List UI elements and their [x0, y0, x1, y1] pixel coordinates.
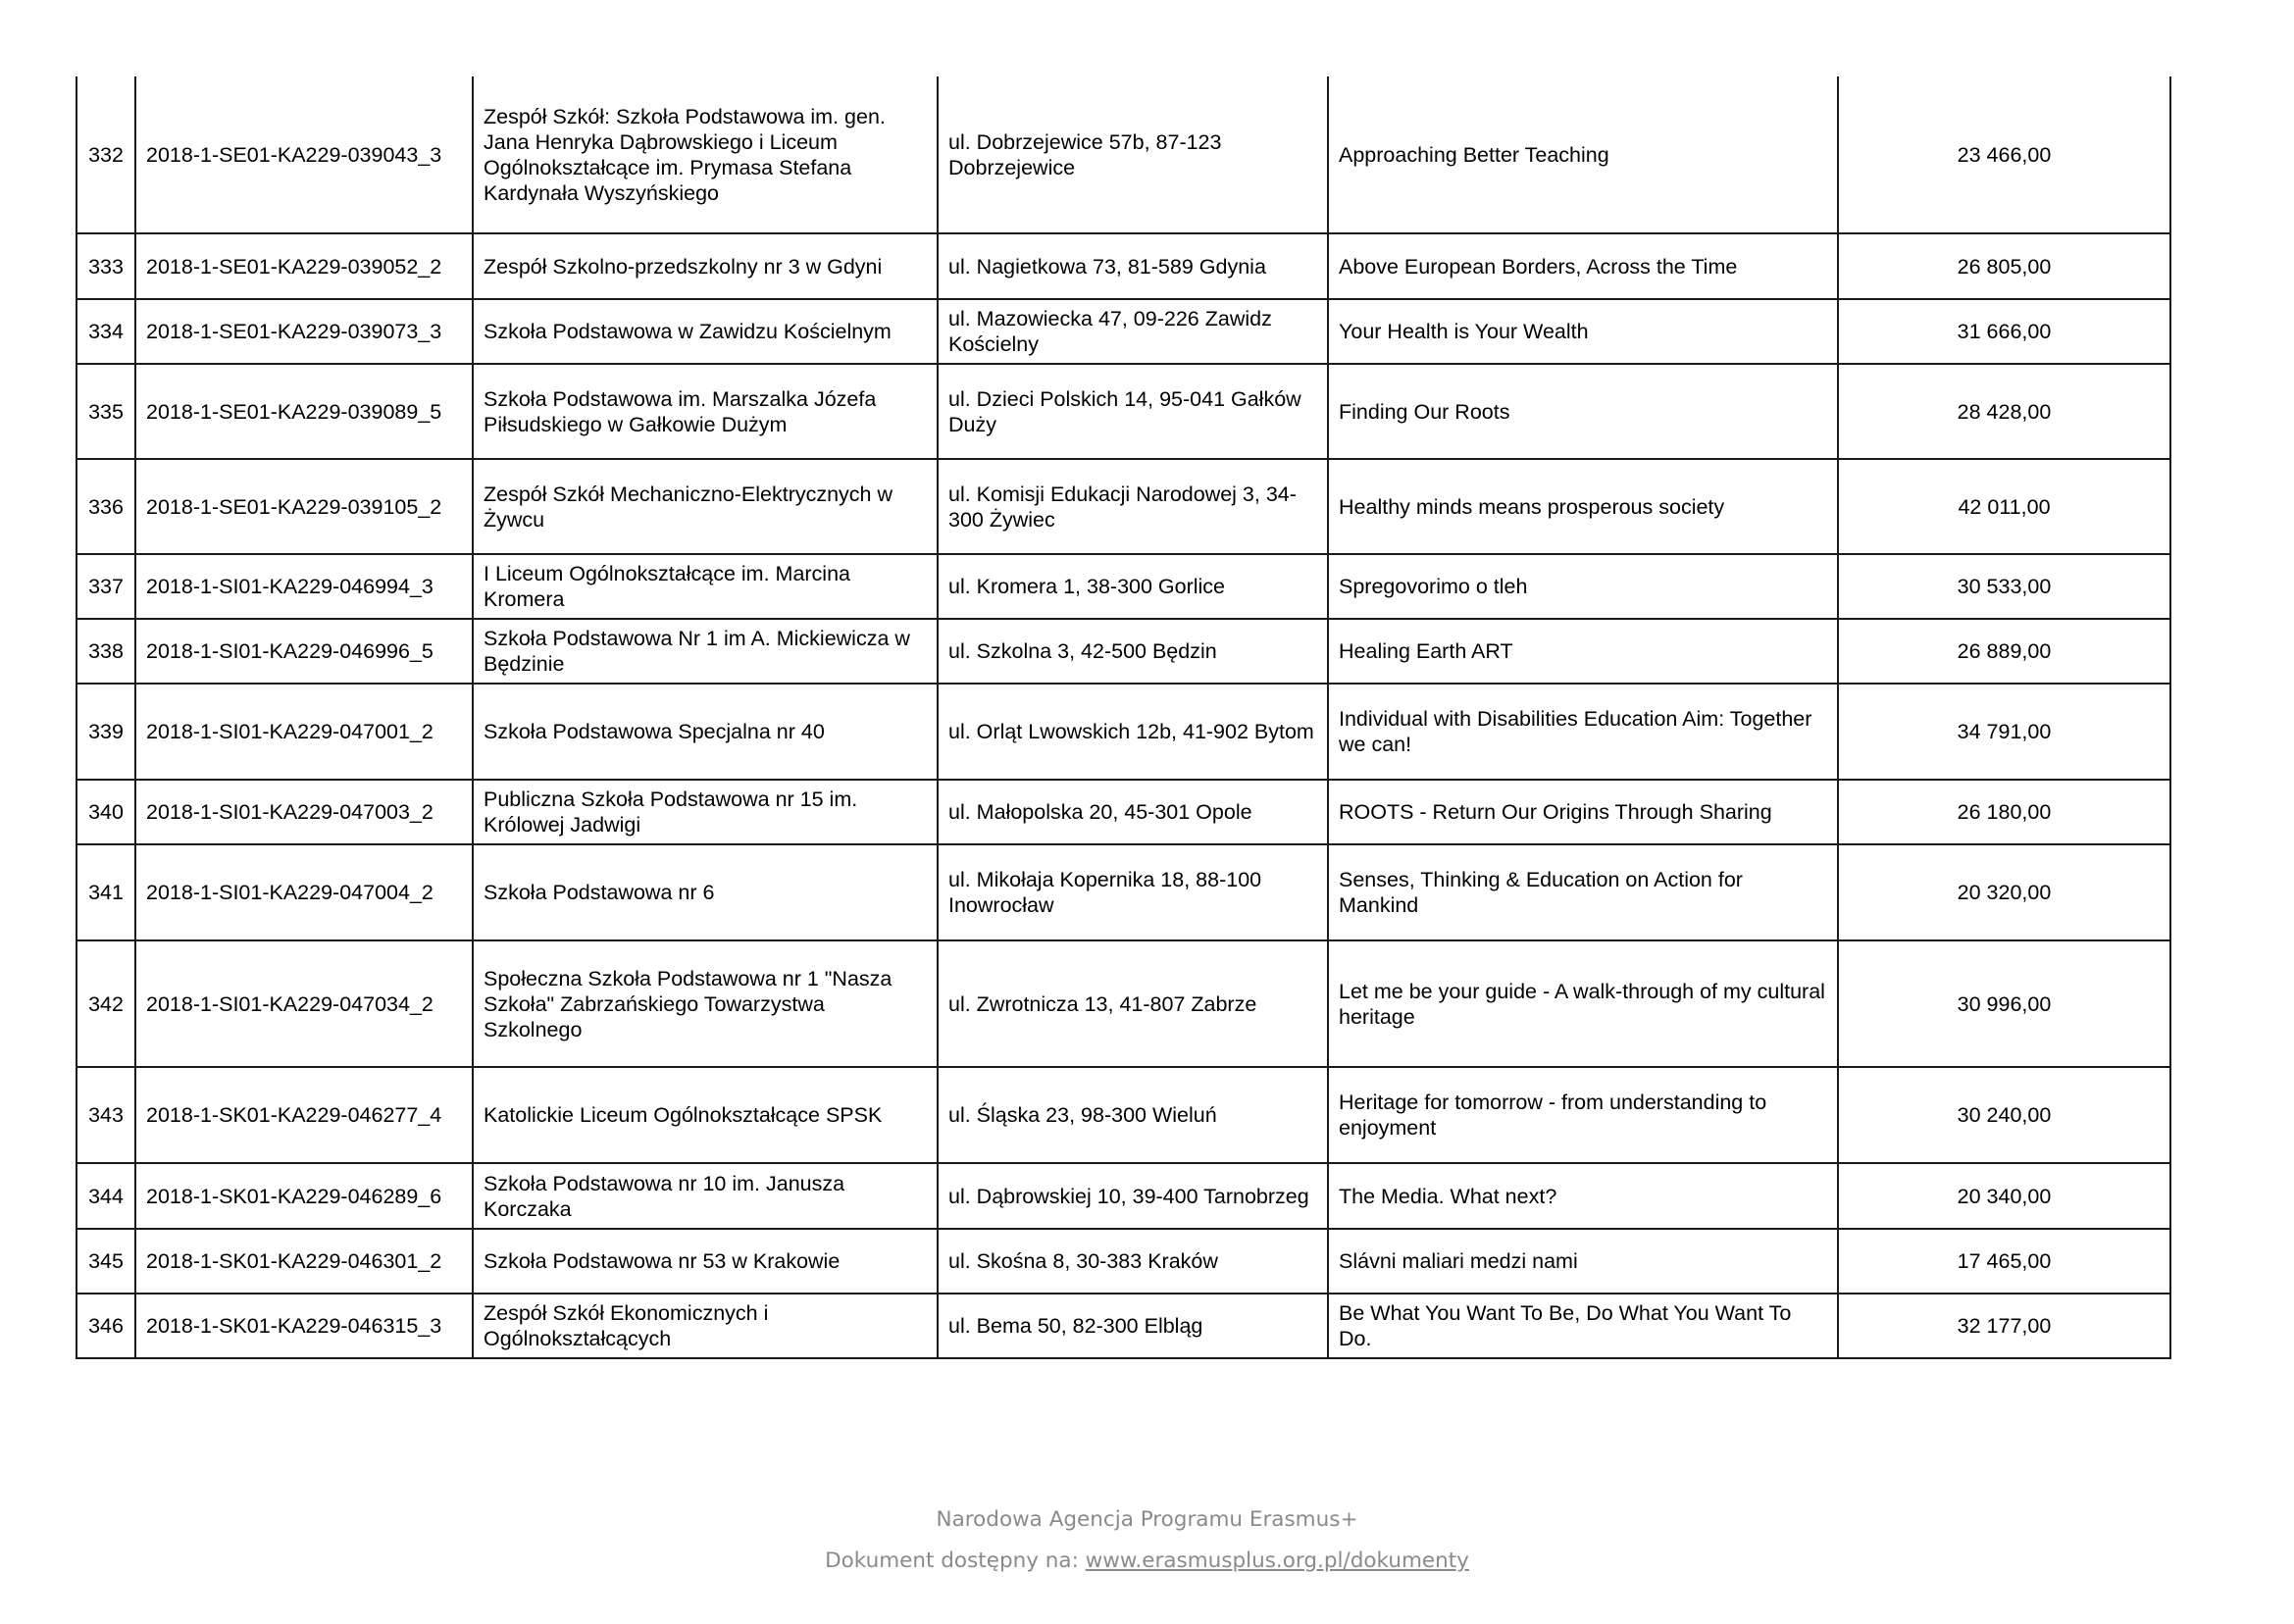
row-number: 340 — [76, 780, 135, 844]
institution-address: ul. Małopolska 20, 45-301 Opole — [938, 780, 1328, 844]
row-number: 334 — [76, 299, 135, 364]
grant-amount: 30 240,00 — [1838, 1067, 2170, 1163]
table-row — [76, 1067, 2170, 1163]
institution-address: ul. Mikołaja Kopernika 18, 88-100 Inowrocław — [938, 844, 1328, 940]
institution-address: ul. Komisji Edukacji Narodowej 3, 34-300 Żywiec — [938, 459, 1328, 554]
table-row — [76, 1163, 2170, 1229]
grant-amount: 20 340,00 — [1838, 1163, 2170, 1229]
institution-name: Zespół Szkół Ekonomicznych i Ogólnokształcących — [473, 1294, 938, 1358]
project-id: 2018-1-SE01-KA229-039052_2 — [135, 233, 473, 299]
grant-amount: 20 320,00 — [1838, 844, 2170, 940]
row-number: 346 — [76, 1294, 135, 1358]
institution-address: ul. Zwrotnicza 13, 41-807 Zabrze — [938, 940, 1328, 1067]
institution-name: I Liceum Ogólnokształcące im. Marcina Kromera — [473, 554, 938, 619]
row-number: 335 — [76, 364, 135, 459]
institution-name: Szkoła Podstawowa nr 6 — [473, 844, 938, 940]
project-title: Individual with Disabilities Education Aim: Together we can! — [1328, 684, 1838, 780]
grant-amount: 30 996,00 — [1838, 940, 2170, 1067]
institution-name: Szkoła Podstawowa Specjalna nr 40 — [473, 684, 938, 780]
footer-agency-name: Narodowa Agencja Programu Erasmus+ — [936, 1507, 1358, 1532]
grants-table — [76, 76, 2171, 1359]
row-number: 337 — [76, 554, 135, 619]
project-title: Spregovorimo o tleh — [1328, 554, 1838, 619]
institution-address: ul. Mazowiecka 47, 09-226 Zawidz Kościelny — [938, 299, 1328, 364]
institution-name: Szkoła Podstawowa Nr 1 im A. Mickiewicza w Będzinie — [473, 619, 938, 684]
grant-amount: 17 465,00 — [1838, 1229, 2170, 1294]
project-id: 2018-1-SE01-KA229-039043_3 — [135, 76, 473, 233]
grant-amount: 31 666,00 — [1838, 299, 2170, 364]
project-title: Your Health is Your Wealth — [1328, 299, 1838, 364]
project-title: The Media. What next? — [1328, 1163, 1838, 1229]
row-number: 343 — [76, 1067, 135, 1163]
project-id: 2018-1-SK01-KA229-046315_3 — [135, 1294, 473, 1358]
project-id: 2018-1-SI01-KA229-046996_5 — [135, 619, 473, 684]
row-number: 338 — [76, 619, 135, 684]
grant-amount: 26 805,00 — [1838, 233, 2170, 299]
row-number: 336 — [76, 459, 135, 554]
row-number: 345 — [76, 1229, 135, 1294]
institution-name: Zespół Szkół Mechaniczno-Elektrycznych w Żywcu — [473, 459, 938, 554]
institution-name: Publiczna Szkoła Podstawowa nr 15 im. Królowej Jadwigi — [473, 780, 938, 844]
project-id: 2018-1-SE01-KA229-039105_2 — [135, 459, 473, 554]
institution-name: Społeczna Szkoła Podstawowa nr 1 "Nasza Szkoła" Zabrzańskiego Towarzystwa Szkolnego — [473, 940, 938, 1067]
institution-address: ul. Dzieci Polskich 14, 95-041 Gałków Duży — [938, 364, 1328, 459]
project-id: 2018-1-SK01-KA229-046301_2 — [135, 1229, 473, 1294]
project-title: Healing Earth ART — [1328, 619, 1838, 684]
institution-address: ul. Bema 50, 82-300 Elbląg — [938, 1294, 1328, 1358]
project-title: Be What You Want To Be, Do What You Want To Do. — [1328, 1294, 1838, 1358]
project-title: Slávni maliari medzi nami — [1328, 1229, 1838, 1294]
grant-amount: 23 466,00 — [1838, 76, 2170, 233]
project-id: 2018-1-SI01-KA229-047004_2 — [135, 844, 473, 940]
project-id: 2018-1-SK01-KA229-046277_4 — [135, 1067, 473, 1163]
table-row — [76, 554, 2170, 619]
table-row — [76, 364, 2170, 459]
row-number: 344 — [76, 1163, 135, 1229]
row-number: 342 — [76, 940, 135, 1067]
project-id: 2018-1-SI01-KA229-047001_2 — [135, 684, 473, 780]
institution-address: ul. Szkolna 3, 42-500 Będzin — [938, 619, 1328, 684]
project-id: 2018-1-SI01-KA229-047034_2 — [135, 940, 473, 1067]
grant-amount: 32 177,00 — [1838, 1294, 2170, 1358]
institution-address: ul. Nagietkowa 73, 81-589 Gdynia — [938, 233, 1328, 299]
row-number: 333 — [76, 233, 135, 299]
table-row — [76, 299, 2170, 364]
institution-address: ul. Orląt Lwowskich 12b, 41-902 Bytom — [938, 684, 1328, 780]
table-row — [76, 844, 2170, 940]
grant-amount: 30 533,00 — [1838, 554, 2170, 619]
documents-link[interactable]: www.erasmusplus.org.pl/dokumenty — [1085, 1548, 1469, 1573]
project-id: 2018-1-SI01-KA229-047003_2 — [135, 780, 473, 844]
project-title: Approaching Better Teaching — [1328, 76, 1838, 233]
project-id: 2018-1-SI01-KA229-046994_3 — [135, 554, 473, 619]
institution-name: Zespół Szkolno-przedszkolny nr 3 w Gdyni — [473, 233, 938, 299]
grant-amount: 26 889,00 — [1838, 619, 2170, 684]
institution-address: ul. Kromera 1, 38-300 Gorlice — [938, 554, 1328, 619]
project-title: Senses, Thinking & Education on Action for Mankind — [1328, 844, 1838, 940]
project-title: Heritage for tomorrow - from understanding to enjoyment — [1328, 1067, 1838, 1163]
row-number: 341 — [76, 844, 135, 940]
institution-name: Szkoła Podstawowa im. Marszalka Józefa Piłsudskiego w Gałkowie Dużym — [473, 364, 938, 459]
project-id: 2018-1-SK01-KA229-046289_6 — [135, 1163, 473, 1229]
institution-name: Szkoła Podstawowa nr 53 w Krakowie — [473, 1229, 938, 1294]
grant-amount: 26 180,00 — [1838, 780, 2170, 844]
table-row — [76, 76, 2170, 233]
institution-address: ul. Dobrzejewice 57b, 87-123 Dobrzejewice — [938, 76, 1328, 233]
table-row — [76, 940, 2170, 1067]
table-row — [76, 1229, 2170, 1294]
institution-name: Katolickie Liceum Ogólnokształcące SPSK — [473, 1067, 938, 1163]
grant-amount: 42 011,00 — [1838, 459, 2170, 554]
table-row — [76, 684, 2170, 780]
institution-address: ul. Śląska 23, 98-300 Wieluń — [938, 1067, 1328, 1163]
grant-amount: 34 791,00 — [1838, 684, 2170, 780]
table-row — [76, 619, 2170, 684]
institution-name: Zespół Szkół: Szkoła Podstawowa im. gen. Jana Henryka Dąbrowskiego i Liceum Ogólnokształcące im. Prymasa Stefana Kardynała Wyszyńskiego — [473, 76, 938, 233]
footer-document-source — [0, 1548, 2294, 1573]
project-title: Above European Borders, Across the Time — [1328, 233, 1838, 299]
project-title: Finding Our Roots — [1328, 364, 1838, 459]
table-row — [76, 780, 2170, 844]
institution-name: Szkoła Podstawowa w Zawidzu Kościelnym — [473, 299, 938, 364]
project-title: Healthy minds means prosperous society — [1328, 459, 1838, 554]
row-number: 339 — [76, 684, 135, 780]
project-title: Let me be your guide - A walk-through of my cultural heritage — [1328, 940, 1838, 1067]
table-row — [76, 1294, 2170, 1358]
institution-address: ul. Dąbrowskiej 10, 39-400 Tarnobrzeg — [938, 1163, 1328, 1229]
project-id: 2018-1-SE01-KA229-039073_3 — [135, 299, 473, 364]
grant-amount: 28 428,00 — [1838, 364, 2170, 459]
institution-address: ul. Skośna 8, 30-383 Kraków — [938, 1229, 1328, 1294]
institution-name: Szkoła Podstawowa nr 10 im. Janusza Korczaka — [473, 1163, 938, 1229]
project-title: ROOTS - Return Our Origins Through Sharing — [1328, 780, 1838, 844]
table-row — [76, 459, 2170, 554]
table-row — [76, 233, 2170, 299]
row-number: 332 — [76, 76, 135, 233]
project-id: 2018-1-SE01-KA229-039089_5 — [135, 364, 473, 459]
footer-available-label: Dokument dostępny na: — [825, 1548, 1086, 1573]
